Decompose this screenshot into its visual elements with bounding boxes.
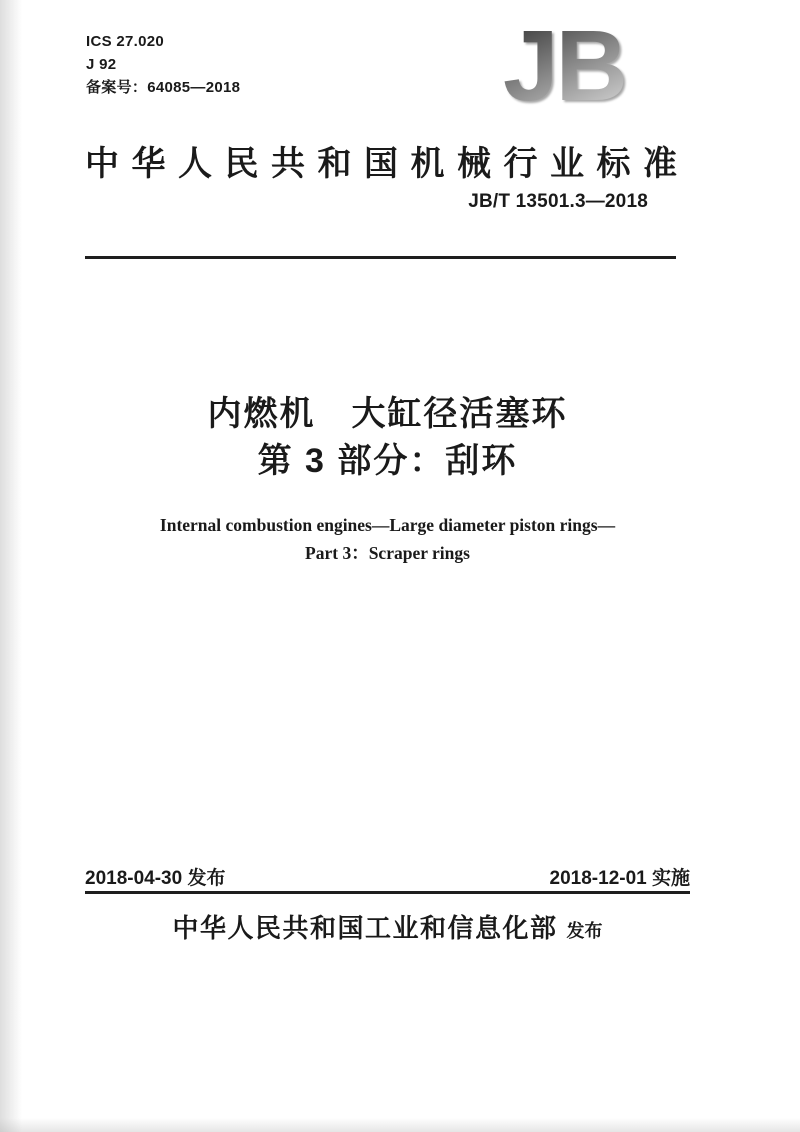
standard-heading: 中华人民共和国机械行业标准 [85, 145, 690, 183]
title-english-line2: Part 3：Scraper rings [305, 543, 470, 563]
scan-shadow-left [0, 0, 22, 1132]
record-number: 备案号：64085—2018 [86, 79, 241, 96]
title-block [85, 391, 690, 567]
header-divider-line [85, 256, 676, 259]
publisher-row [85, 908, 690, 945]
classification-block [86, 30, 240, 99]
jb-logo: JB [503, 10, 625, 122]
class-code: J 92 [86, 56, 117, 73]
publisher-name: 中华人民共和国工业和信息化部 [172, 913, 558, 943]
implementation-date: 2018-12-01 实施 [549, 868, 690, 889]
scan-shadow-bottom [0, 1118, 800, 1132]
title-english [85, 511, 690, 567]
title-chinese-line2: 第 3 部分：刮环 [257, 442, 518, 480]
title-chinese-line1: 内燃机 大缸径活塞环 [207, 395, 568, 433]
dates-row [85, 863, 690, 890]
title-english-line1: Internal combustion engines—Large diameter piston rings— [159, 515, 616, 535]
title-chinese [85, 391, 690, 485]
issue-date: 2018-04-30 发布 [85, 868, 226, 889]
ics-code: ICS 27.020 [86, 33, 165, 50]
footer-divider-line [85, 891, 690, 894]
publish-label: 发布 [566, 921, 603, 941]
standard-number: JB/T 13501.3—2018 [468, 191, 648, 212]
